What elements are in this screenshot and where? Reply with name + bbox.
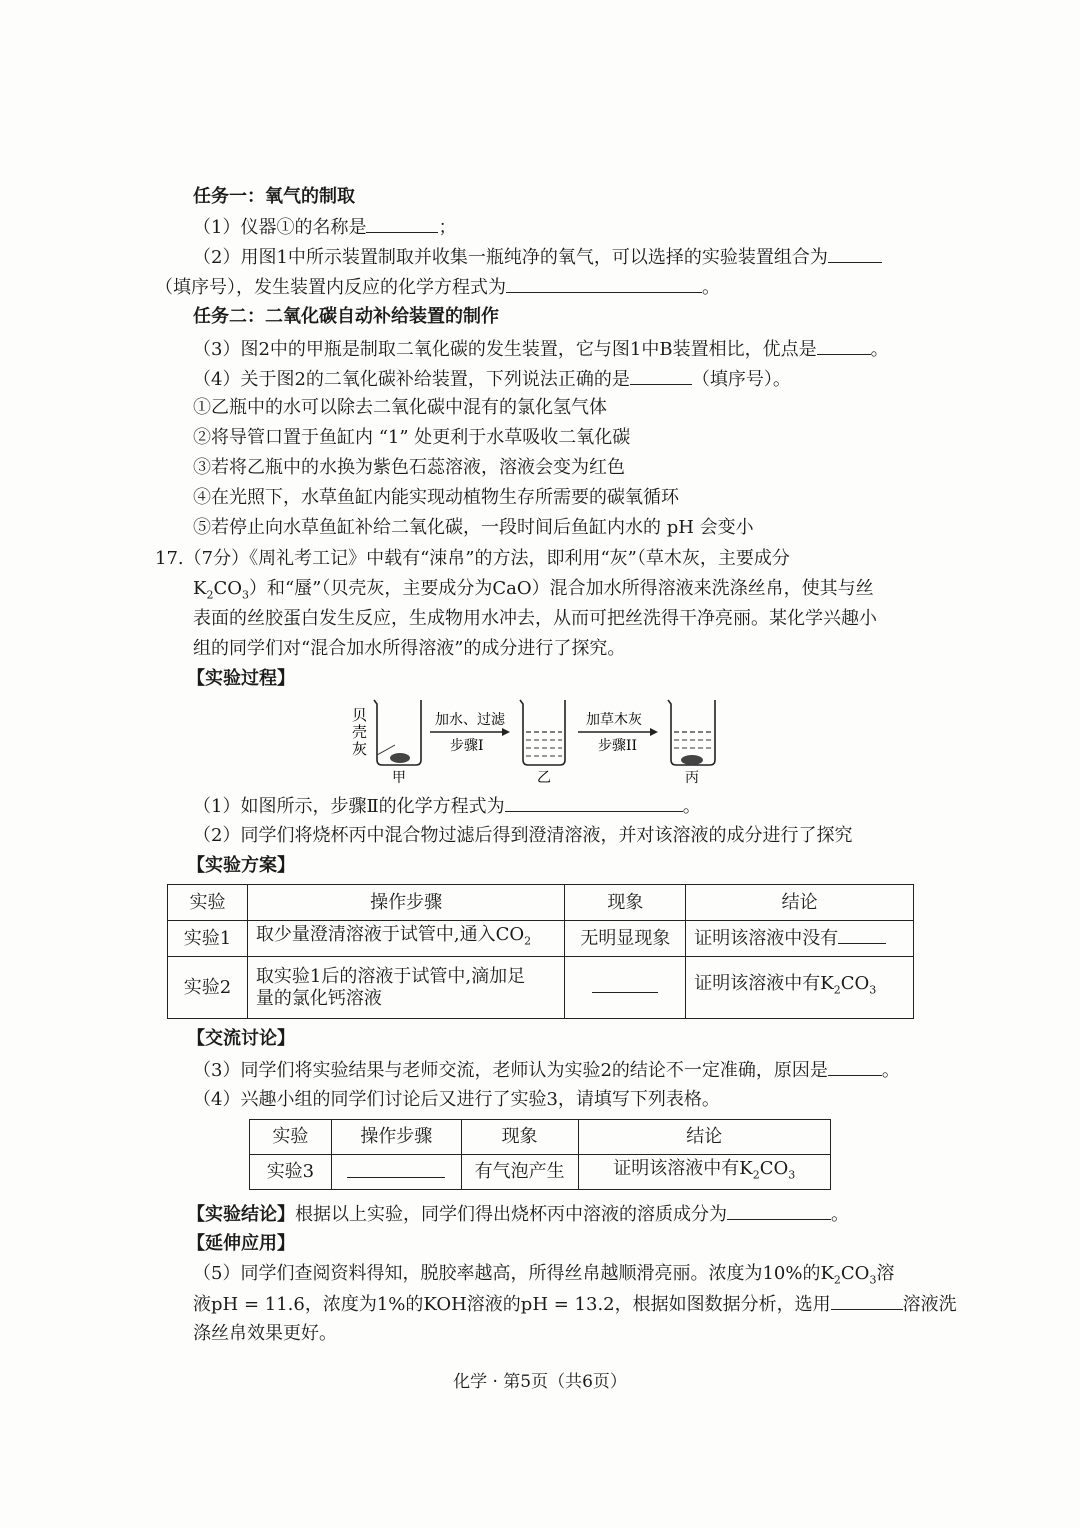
answer-blank-17-5[interactable] (831, 1293, 903, 1310)
page-footer: 化学 · 第5页（共6页） (453, 1372, 627, 1392)
exp3-co: CO (759, 1157, 789, 1179)
th-conclusion: 结论 (578, 1120, 830, 1155)
th-experiment: 实验 (168, 885, 248, 921)
problem-17-line1: 17.（7分）《周礼考工记》中载有“涑帛”的方法，即利用“灰”（草木灰，主要成分 (155, 548, 790, 569)
section-extend: 【延伸应用】 (187, 1233, 295, 1254)
answer-blank-3[interactable] (817, 338, 871, 355)
question-1-text: （1）仪器①的名称是 (193, 217, 367, 238)
answer-blank-17-3[interactable] (828, 1059, 882, 1076)
exp2-co: CO (840, 973, 870, 995)
cell-exp3-name: 实验3 (250, 1155, 332, 1190)
exp3-sub-3: 3 (788, 1168, 796, 1182)
option-2: ②将导管口置于鱼缸内 “1” 处更利于水草吸收二氧化碳 (193, 427, 631, 448)
exp2-step-line2: 量的氯化钙溶液 (255, 987, 382, 1009)
exp2-conclusion-text: 证明该溶液中有K (694, 973, 834, 995)
cell-exp2-step (247, 957, 564, 1019)
cell-exp1-conclusion (686, 921, 914, 957)
option-4: ④在光照下，水草鱼缸内能实现动植物生存所需要的碳氧循环 (193, 487, 679, 508)
beaker-a-icon (374, 700, 421, 765)
formula-k: K (193, 578, 207, 599)
cell-exp1-phenomenon: 无明显现象 (565, 921, 686, 957)
beaker-b-icon (520, 700, 565, 765)
answer-blank-17-1[interactable] (505, 795, 683, 812)
conclusion-text: 根据以上实验，同学们得出烧杯丙中溶液的溶质成分为 (295, 1204, 727, 1225)
q5-sub-2: 2 (833, 1273, 841, 1287)
experiment-diagram (330, 690, 750, 790)
answer-blank-exp3[interactable] (347, 1161, 445, 1178)
problem-17-line3: 表面的丝胶蛋白发生反应，生成物用水冲去，从而可把丝洗得干净亮丽。某化学兴趣小 (193, 608, 877, 629)
question-2-line1 (193, 246, 882, 269)
th-steps: 操作步骤 (247, 885, 564, 921)
experiment-conclusion (187, 1203, 849, 1226)
question-2-line2 (155, 276, 720, 299)
cell-exp2-name: 实验2 (168, 957, 248, 1019)
exp1-conclusion-text: 证明该溶液中没有 (694, 928, 839, 949)
section-process: 【实验过程】 (187, 668, 295, 689)
table-header-row (168, 885, 914, 921)
task2-title: 任务二：二氧化碳自动补给装置的制作 (193, 306, 499, 327)
question-4-end: （填序号）。 (691, 369, 791, 390)
problem-17-line2 (193, 578, 874, 607)
question-17-5-line1 (193, 1263, 894, 1292)
question-17-3-text: （3）同学们将实验结果与老师交流，老师认为实验2的结论不一定准确，原因是 (193, 1060, 828, 1081)
cell-exp2-phenomenon (565, 957, 686, 1019)
question-17-5-line3: 涤丝帛效果更好。 (193, 1323, 337, 1344)
arrowhead-step1-icon (502, 728, 510, 736)
formula-sub-2: 2 (206, 588, 214, 602)
cell-exp1-name: 实验1 (168, 921, 248, 957)
table-header-row (250, 1120, 831, 1155)
exp2-step-line1: 取实验1后的溶液于试管中,滴加足 (255, 965, 526, 987)
exp2-sub-2: 2 (833, 983, 841, 997)
question-3-text: （3）图2中的甲瓶是制取二氧化碳的发生装置，它与图1中B装置相比，优点是 (193, 339, 817, 360)
question-1 (193, 216, 456, 239)
arrowhead-step2-icon (650, 728, 658, 736)
exp3-conclusion-text: 证明该溶液中有K (613, 1157, 753, 1179)
question-2-end: 。 (702, 277, 720, 298)
question-17-5-text-2: 液pH = 11.6，浓度为1%的KOH溶液的pH = 13.2，根据如图数据分析，选用 (193, 1294, 831, 1315)
cell-exp2-conclusion (686, 957, 914, 1019)
question-17-1-text: （1）如图所示，步骤Ⅱ的化学方程式为 (193, 796, 505, 817)
answer-blank-2a[interactable] (828, 246, 882, 263)
exp1-step-sub: 2 (524, 934, 532, 948)
question-17-5-line2 (193, 1293, 957, 1316)
answer-blank-2b[interactable] (506, 276, 702, 293)
label-step2-top: 加草木灰 (586, 712, 642, 728)
question-17-3 (193, 1059, 900, 1082)
problem-17-line2-text: ）和“蜃”（贝壳灰，主要成分为CaO）混合加水所得溶液来洗涤丝帛，使其与丝 (248, 578, 874, 599)
beaker-c-icon (668, 700, 715, 765)
question-4-text: （4）关于图2的二氧化碳补给装置，下列说法正确的是 (193, 369, 630, 390)
experiment-table-1 (167, 884, 914, 1019)
conclusion-end: 。 (831, 1204, 849, 1225)
exp3-sub-2: 2 (752, 1168, 760, 1182)
q5-co: CO (840, 1263, 870, 1284)
option-3: ③若将乙瓶中的水换为紫色石蕊溶液，溶液会变为红色 (193, 457, 625, 478)
label-step2-bottom: 步骤II (598, 738, 638, 754)
question-2-text-2: （填序号），发生装置内反应的化学方程式为 (155, 277, 506, 298)
cell-exp1-step (247, 921, 564, 957)
cell-exp3-conclusion (578, 1155, 830, 1190)
label-beaker-c: 丙 (685, 770, 699, 786)
question-17-1 (193, 795, 701, 818)
label-step1-top: 加水、过滤 (435, 712, 505, 728)
label-beaker-a: 甲 (392, 770, 406, 786)
cell-exp3-phenomenon: 有气泡产生 (461, 1155, 578, 1190)
exp1-step-text: 取少量澄清溶液于试管中,通入CO (255, 924, 525, 946)
answer-blank-conclusion[interactable] (727, 1203, 831, 1220)
section-discuss: 【交流讨论】 (187, 1028, 295, 1049)
question-4 (193, 368, 791, 391)
answer-blank-exp1[interactable] (838, 927, 886, 944)
label-beaker-b: 乙 (537, 770, 551, 786)
table-row (168, 921, 914, 957)
table-row (250, 1155, 831, 1190)
answer-blank-exp2[interactable] (592, 976, 658, 993)
answer-blank-4[interactable] (630, 368, 692, 385)
question-17-3-end: 。 (881, 1060, 900, 1081)
label-step1-bottom: 步骤I (450, 738, 484, 754)
label-shell-2: 壳 (352, 723, 368, 741)
th-phenomenon: 现象 (565, 885, 686, 921)
exp2-sub-3: 3 (869, 983, 877, 997)
th-phenomenon: 现象 (461, 1120, 578, 1155)
task1-title: 任务一：氧气的制取 (193, 186, 355, 207)
table-row (168, 957, 914, 1019)
question-17-5-text: （5）同学们查阅资料得知，脱胶率越高，所得丝帛越顺滑亮丽。浓度为10%的K (193, 1263, 834, 1284)
question-2-text: （2）用图1中所示装置制取并收集一瓶纯净的氧气，可以选择的实验装置组合为 (193, 247, 828, 268)
q5-line2-end: 溶液洗 (902, 1294, 957, 1315)
q5-sub-3: 3 (869, 1273, 877, 1287)
label-shell-3: 灰 (352, 740, 368, 758)
question-17-2: （2）同学们将烧杯丙中混合物过滤后得到澄清溶液，并对该溶液的成分进行了探究 (193, 825, 853, 846)
cell-exp3-step (331, 1155, 461, 1190)
question-1-end: ； (438, 217, 457, 238)
option-5: ⑤若停止向水草鱼缸补给二氧化碳，一段时间后鱼缸内水的 pH 会变小 (193, 517, 754, 538)
label-shell-1: 贝 (352, 706, 368, 724)
formula-co: CO (213, 578, 242, 599)
th-conclusion: 结论 (686, 885, 914, 921)
question-17-1-end: 。 (682, 796, 701, 817)
th-steps: 操作步骤 (331, 1120, 461, 1155)
question-17-4: （4）兴趣小组的同学们讨论后又进行了实验3，请填写下列表格。 (193, 1089, 720, 1110)
problem-17-line4: 组的同学们对“混合加水所得溶液”的成分进行了探究。 (193, 638, 626, 659)
question-3-end: 。 (870, 339, 889, 360)
section-plan: 【实验方案】 (187, 855, 295, 876)
section-conclusion: 【实验结论】 (187, 1204, 295, 1225)
experiment-table-2 (249, 1119, 831, 1190)
answer-blank-1[interactable] (366, 216, 438, 233)
formula-sub-3: 3 (241, 588, 249, 602)
option-1: ①乙瓶中的水可以除去二氧化碳中混有的氯化氢气体 (193, 397, 607, 418)
question-3 (193, 338, 889, 361)
q5-line1-end: 溶 (876, 1263, 895, 1284)
th-experiment: 实验 (250, 1120, 332, 1155)
